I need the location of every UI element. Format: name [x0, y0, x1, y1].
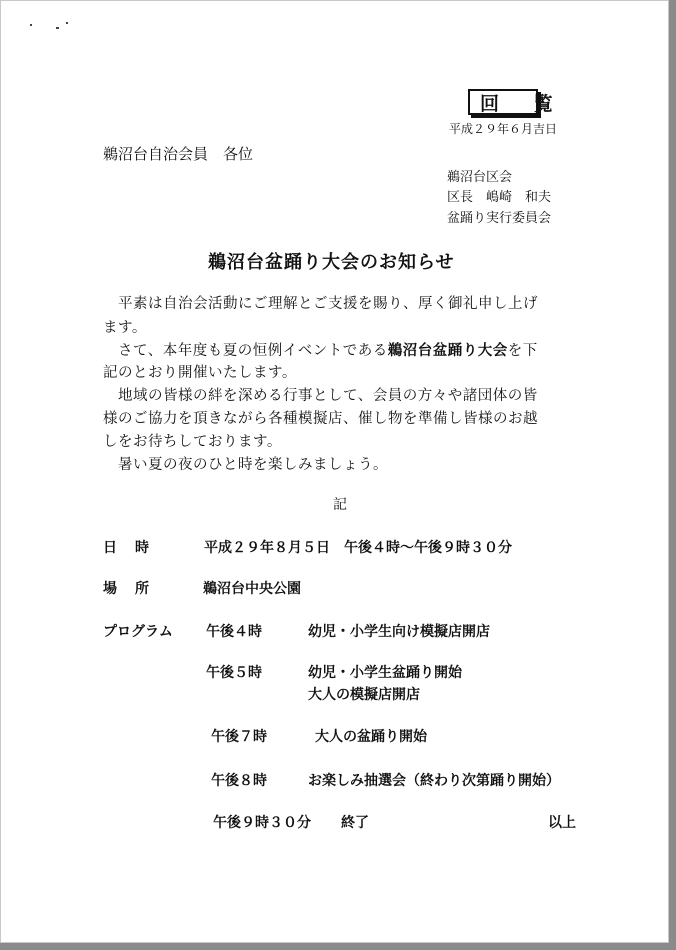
- sender-org: 鵜沼台区会: [447, 170, 513, 185]
- body-line: しをお待ちしております。: [103, 434, 282, 450]
- program-event: 大人の模擬店開店: [308, 687, 420, 703]
- program-time: 午後４時: [206, 624, 262, 640]
- event-name: 鵜沼台盆踊り大会: [387, 343, 508, 359]
- datetime-value: 平成２９年８月５日 午後４時～午後９時３０分: [204, 540, 512, 556]
- scan-mark: [56, 27, 59, 29]
- ki-marker: 記: [333, 497, 347, 513]
- program-event: 幼児・小学生盆踊り開始: [308, 665, 462, 681]
- sender-committee: 盆踊り実行委員会: [447, 211, 552, 226]
- closing-mark: 以上: [548, 815, 576, 831]
- sender-chief: 区長 嶋崎 和夫: [447, 190, 552, 205]
- body-line: 様のご協力を頂きながら各種模擬店、催し物を準備し皆様のお越: [103, 411, 538, 427]
- body-line: 地域の皆様の絆を深める行事として、会員の方々や諸団体の皆: [118, 388, 538, 404]
- place-label: 場 所: [103, 581, 151, 597]
- program-event: 幼児・小学生向け模擬店開店: [308, 624, 490, 640]
- program-label: プログラム: [103, 624, 173, 640]
- issue-date: 平成２９年６月吉日: [449, 122, 558, 136]
- recipient: 鵜沼台自治会員 各位: [103, 145, 254, 163]
- program-event: 終了: [341, 815, 369, 831]
- scan-mark: [66, 22, 68, 24]
- body-line: ます。: [103, 320, 147, 336]
- program-time: 午後７時: [211, 729, 267, 745]
- program-time: 午後９時３０分: [213, 815, 311, 831]
- place-value: 鵜沼台中央公園: [203, 581, 301, 597]
- scan-mark: [30, 24, 32, 26]
- program-time: 午後５時: [206, 665, 262, 681]
- program-event: お楽しみ抽選会（終わり次第踊り開始）: [308, 773, 560, 789]
- document-title: 鵜沼台盆踊り大会のお知らせ: [208, 252, 455, 273]
- body-line: さて、本年度も夏の恒例イベントである鵜沼台盆踊り大会を下: [118, 343, 538, 359]
- body-line: 平素は自治会活動にご理解とご支援を賜り、厚く御礼申し上げ: [118, 296, 538, 312]
- program-time: 午後８時: [211, 773, 267, 789]
- body-line: 暑い夏の夜のひと時を楽しみましょう。: [118, 457, 388, 473]
- program-event: 大人の盆踊り開始: [315, 729, 427, 745]
- datetime-label: 日 時: [103, 540, 151, 556]
- circulation-stamp: 回 覧: [468, 89, 538, 115]
- body-line: 記のとおり開催いたします。: [103, 365, 297, 381]
